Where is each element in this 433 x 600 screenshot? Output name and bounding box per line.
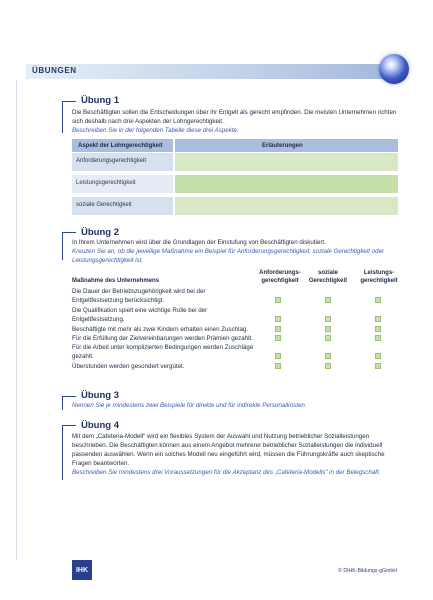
checkbox-row4-requirement[interactable] bbox=[275, 335, 281, 341]
checkbox-row1-requirement[interactable] bbox=[275, 297, 281, 303]
checkbox-row1-performance[interactable] bbox=[375, 297, 381, 303]
exercise-4-task: Beschreiben Sie mindestens drei Voraussetzungen für die Akzeptanz des „Cafeteria-Modells“ in der Belegschaft. bbox=[72, 469, 381, 476]
section-header-bar bbox=[26, 64, 399, 79]
checkbox-row2-requirement[interactable] bbox=[275, 316, 281, 322]
checkbox-row2-social[interactable] bbox=[325, 316, 331, 322]
table2-row-6: Überstunden werden gesondert vergütet. bbox=[72, 363, 185, 370]
checkbox-row2-performance[interactable] bbox=[375, 316, 381, 322]
exercise-2-task-line-1: Kreuzen Sie an, ob die jeweilige Maßnahme ein Beispiel für Anforderungsgerechtigkeit, soziale Gerechtigkeit oder bbox=[72, 248, 385, 255]
checkbox-row5-performance[interactable] bbox=[375, 353, 381, 359]
table1-header-aspect: Aspekt der Lohngerechtigkeit bbox=[78, 142, 163, 149]
copyright: © DIHK-Bildungs-gGmbH bbox=[338, 568, 397, 574]
checkbox-row3-performance[interactable] bbox=[375, 326, 381, 332]
left-rule bbox=[16, 80, 17, 560]
table2-header-performance-line-1: Leistungs- bbox=[363, 270, 395, 276]
table2-header-requirement-line-1: Anforderungs- bbox=[259, 270, 301, 276]
table2-row-5-line-2: gezahlt. bbox=[72, 353, 94, 360]
checkbox-row4-social[interactable] bbox=[325, 335, 331, 341]
exercise-4-text-line-3: passenden auswählen. Wenn ein solches Modell neu eingeführt wird, müssen die Führungskräfte auch skeptische bbox=[72, 451, 385, 458]
table2-header-requirement-line-2: gerechtigkeit bbox=[261, 278, 299, 284]
table2-header-social-line-1: soziale bbox=[317, 270, 338, 276]
table2-header-performance-line-2: gerechtigkeit bbox=[360, 278, 398, 284]
exercise-2-title: Übung 2 bbox=[81, 227, 119, 238]
exercise-4-title: Übung 4 bbox=[81, 420, 119, 431]
table1-row-3-label: soziale Gerechtigkeit bbox=[76, 202, 132, 208]
checkbox-row6-performance[interactable] bbox=[375, 363, 381, 369]
exercise-3-title: Übung 3 bbox=[81, 390, 119, 401]
checkbox-row3-social[interactable] bbox=[325, 326, 331, 332]
checkbox-row6-social[interactable] bbox=[325, 363, 331, 369]
left-margin bbox=[0, 0, 26, 600]
section-title: ÜBUNGEN bbox=[32, 65, 77, 75]
table1-row-2-label: Leistungsgerechtigkeit bbox=[76, 180, 136, 186]
checkbox-row3-requirement[interactable] bbox=[275, 326, 281, 332]
exercise-2-task-line-2: Leistungsgerechtigkeit ist. bbox=[72, 257, 144, 264]
exercise-4-text-line-2: beschrieben. Die Beschäftigten können aus einem Angebot mehrerer betrieblicher Sozialleistungen die individuell bbox=[72, 442, 383, 449]
table2-row-2-line-2: Entgeltfestsetzung. bbox=[72, 316, 125, 323]
table2-header-measures: Maßnahme des Unternehmens bbox=[72, 278, 160, 284]
table1-row-3-input[interactable] bbox=[173, 197, 398, 215]
exercise-1-text-line-1: Die Beschäftigten sollen die Entscheidungen über ihr Entgelt als gerecht empfinden. Die meisten Unternehmen richten bbox=[72, 109, 397, 116]
exercise-1-title: Übung 1 bbox=[81, 95, 119, 106]
table2-row-3: Beschäftigte mit mehr als zwei Kindern erhalten einen Zuschlag. bbox=[72, 326, 249, 333]
checkbox-row1-social[interactable] bbox=[325, 297, 331, 303]
checkbox-row4-performance[interactable] bbox=[375, 335, 381, 341]
table1-row-1-input[interactable] bbox=[173, 153, 398, 171]
table2-header-social-line-2: Gerechtigkeit bbox=[308, 278, 348, 284]
ihk-logo: IHK bbox=[72, 560, 92, 580]
table2-header-performance bbox=[351, 269, 407, 285]
table2-header-social bbox=[300, 269, 356, 285]
exercise-1-task: Beschreiben Sie in der folgenden Tabelle diese drei Aspekte. bbox=[72, 127, 239, 134]
exercise-4-text-line-4: Fragen beantworten. bbox=[72, 460, 130, 467]
exercise-1-text-line-2: sich deshalb nach drei Aspekten der Lohngerechtigkeit. bbox=[72, 118, 224, 125]
checkbox-row5-social[interactable] bbox=[325, 353, 331, 359]
exercise-4-text-line-1: Mit dem „Cafeteria-Modell“ wird ein flexibles System der Auswahl und Nutzung betrieblicher Sozialleistungen bbox=[72, 433, 370, 440]
globe-icon bbox=[379, 54, 409, 84]
table1-row-1-label: Anforderungsgerechtigkeit bbox=[76, 158, 147, 164]
table2-row-1-line-2: Entgeltfestsetzung berücksichtigt. bbox=[72, 297, 165, 304]
table2-row-1-line-1: Die Dauer der Betriebszugehörigkeit wird bei der bbox=[72, 288, 206, 295]
table1-row-2-input[interactable] bbox=[173, 175, 398, 193]
table2-row-4: Für die Erfüllung der Zielvereinbarungen werden Prämien gezahlt. bbox=[72, 335, 253, 342]
checkbox-row6-requirement[interactable] bbox=[275, 363, 281, 369]
table2-row-2-line-1: Die Qualifikation spielt eine wichtige Rolle bei der bbox=[72, 307, 208, 314]
table2-row-5-line-1: Für die Arbeit unter komplizierten Bedingungen werden Zuschläge bbox=[72, 344, 254, 351]
checkbox-row5-requirement[interactable] bbox=[275, 353, 281, 359]
exercise-2-text: In Ihrem Unternehmen wird über die Grundlagen der Einstufung von Beschäftigten diskutiert. bbox=[72, 239, 326, 246]
table1-header-explanation: Erläuterungen bbox=[262, 142, 303, 149]
exercise-3-task: Nennen Sie je mindestens zwei Beispiele für direkte und für indirekte Personalkosten. bbox=[72, 402, 307, 409]
